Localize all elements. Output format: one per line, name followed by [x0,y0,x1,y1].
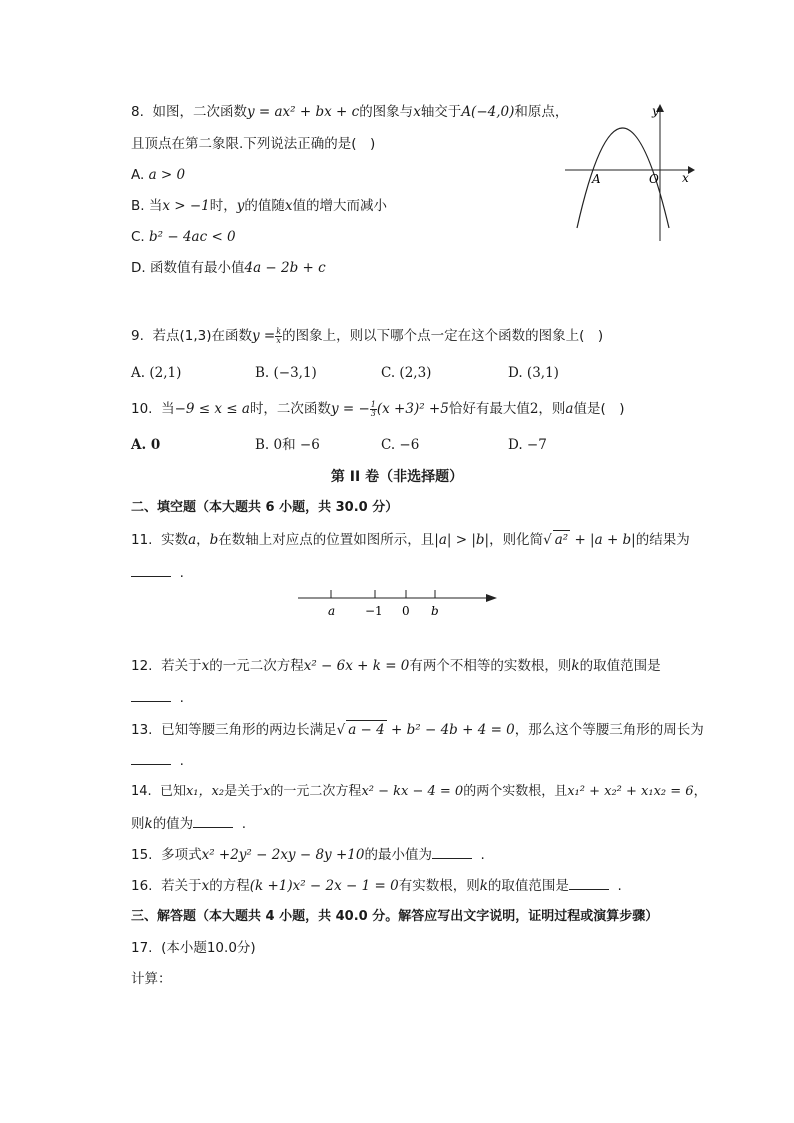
q10-a: a [565,401,574,417]
q8-number: 8. [131,104,144,120]
q8-option-c-label: C. [131,229,145,245]
q8-line2: 且顶点在第二象限.下列说法正确的是( ) [131,136,376,152]
q12-stem-part: 若关于 [161,658,202,674]
q17-header [131,939,256,957]
q9-frac-den: x [276,335,281,345]
q8-option-b-expr: x > −1 [162,198,210,214]
graph-y-label: y [652,104,659,118]
q8-option-a [131,166,185,184]
q14-line2-part: 则 [131,816,145,832]
graph-a-label: A [592,172,601,186]
q9-fn-lhs: y = [252,328,276,344]
q11-sqrt: √ a² [543,532,569,548]
q11-number-line [290,585,505,621]
label-a: a [328,604,336,618]
q13-sqrt-body: a − 4 [348,722,385,738]
q15-stem-part: 多项式 [161,847,202,863]
q12-stem [131,657,661,675]
q14-stem [131,783,707,801]
q14-condition: x₁² + x₂² + x₁x₂ = 6 [567,784,694,799]
q14-x: x [263,784,271,799]
q8-function: y = ax² + bx + c [246,104,360,120]
q13-equation-tail: + b² − 4b + 4 = 0 [386,722,515,738]
q12-equation: x² − 6x + k = 0 [303,658,410,674]
q13-stem [131,720,704,739]
q13-stem-part: 已知等腰三角形的两边长满足 [161,722,337,738]
q10-stem-part: 时，二次函数 [249,401,331,417]
q17-points: (本小题10.0分) [161,940,256,956]
q11-tail-expr: + |a + b| [570,532,636,548]
q16-period: . [617,878,622,894]
q9-option-d: D. (3,1) [508,365,559,381]
q10-stem-part: 当 [161,401,175,417]
label-0: 0 [402,604,410,618]
q12-k: k [571,658,580,674]
q16-number: 16. [131,878,153,894]
q9-number: 9. [131,328,144,344]
q11-stem-part: ，则化简 [489,532,544,548]
x-axis-arrow [688,166,695,174]
q11-stem-part: 的结果为 [635,532,690,548]
label-b: b [431,604,439,618]
q13-blank[interactable] [131,752,171,765]
q11-stem-part: 实数 [161,532,189,548]
q10-option-b: B. 0和 −6 [255,437,320,453]
q8-stem-part: 和原点， [514,104,569,120]
q11-a: a [188,532,197,548]
q17-calc: 计算： [131,971,172,987]
q11-period: . [179,565,184,581]
q11-b: b [209,532,219,548]
q16-blank[interactable] [569,877,609,890]
q8-x: x [413,104,421,120]
q14-blank[interactable] [193,815,233,828]
q15-blank[interactable] [432,846,472,859]
q10-option-c: C. −6 [381,437,420,453]
q8-stem-part: 轴交于 [420,104,462,120]
q10-max-value: 2 [529,401,539,417]
q12-number: 12. [131,658,153,674]
q14-line2-part: 的值为 [152,816,194,832]
q8-parabola-graph [560,98,700,246]
q12-stem-part: 有两个不相等的实数根，则 [409,658,572,674]
q10-frac-den: 3 [370,408,376,418]
q9-stem-part: 的图象上，则以下哪个点一定在这个函数的图象上( ) [282,328,604,344]
q11-stem-part: ， [196,532,210,548]
q8-option-a-label: A. [131,167,145,183]
q8-option-b [131,197,387,215]
q14-equation: x² − kx − 4 = 0 [361,784,464,799]
q8-option-d [131,259,326,277]
q12-answer-line [131,689,184,707]
q10-frac-num: 1 [370,399,376,409]
q10-fn-rhs: (x +3)² +5 [376,401,449,417]
q14-period: . [241,816,247,832]
q11-stem [131,530,690,549]
q8-option-c [131,228,236,246]
q14-line2 [131,815,246,833]
q10-stem-part: 恰好有最大值 [448,401,530,417]
q12-stem-part: 的取值范围是 [579,658,661,674]
q15-expression: x² +2y² − 2xy − 8y +10 [201,847,365,863]
q8-stem-part: 如图，二次函数 [152,104,247,120]
q8-option-b-x: x [284,198,293,214]
q13-number: 13. [131,722,153,738]
q9-option-a: A. (2,1) [131,365,182,381]
q8-point-a: A(−4,0) [461,104,515,120]
q9-option-c: C. (2,3) [381,365,432,381]
q10-stem-part: ，则 [538,401,566,417]
q10-range: −9 ≤ x ≤ a [174,401,250,417]
q10-stem-part: 值是( ) [573,401,625,417]
q10-option-a: A. 0 [131,437,161,453]
q8-option-b-part: 时， [209,198,237,214]
q14-roots: x₁，x₂ [185,784,225,799]
q8-option-b-y: y [236,198,245,214]
q10-option-d: D. −7 [508,437,547,453]
graph-o-label: O [649,172,659,186]
q15-stem-part: 的最小值为 [364,847,432,863]
q12-stem-part: 的一元二次方程 [209,658,304,674]
q15-stem [131,846,485,864]
q8-option-c-text: b² − 4ac < 0 [149,229,236,245]
q11-number: 11. [131,532,153,548]
q10-fn-lhs: y = − [330,401,370,417]
number-line-arrow [486,594,497,602]
q12-x: x [201,658,210,674]
q11-sqrt-body: a² [554,532,569,548]
section3-heading: 三、解答题（本大题共 4 小题，共 40.0 分。解答应写出文字说明，证明过程或演算步骤） [131,909,659,924]
q12-blank[interactable] [131,689,171,702]
q16-stem-part: 若关于 [161,878,202,894]
q8-option-b-part: 值的增大而减小 [292,198,388,214]
q16-stem-part: 的取值范围是 [487,878,569,894]
label-neg1: −1 [365,604,383,618]
q10-stem [131,400,625,418]
q14-stem-part: 是关于 [224,784,264,799]
q11-stem-part: 在数轴上对应点的位置如图所示，且 [218,532,435,548]
q14-stem-part: 的两个实数根，且 [463,784,568,799]
q8-stem-part: 的图象与 [359,104,414,120]
q14-number: 14. [131,784,152,799]
q8-option-d-text: 4a − 2b + c [244,260,326,276]
q11-blank[interactable] [131,564,171,577]
q12-period: . [179,690,184,706]
q14-stem-part: ， [693,784,707,799]
q14-stem-part: 已知 [159,784,186,799]
q17-number: 17. [131,940,153,956]
q15-period: . [480,847,485,863]
q16-k: k [479,878,488,894]
q14-stem-part: 的一元二次方程 [270,784,362,799]
q16-x: x [201,878,210,894]
q8-option-a-text: a > 0 [148,167,186,183]
q16-stem-part: 的方程 [209,878,250,894]
q8-line1 [131,103,568,121]
q9-frac-num: k [276,326,282,336]
graph-x-label: x [682,171,689,185]
section2-heading: 二、填空题（本大题共 6 小题，共 30.0 分） [131,500,399,515]
q14-k: k [144,816,153,832]
q16-equation: (k +1)x² − 2x − 1 = 0 [249,878,399,894]
q13-stem-part: ，那么这个等腰三角形的周长为 [514,722,704,738]
q10-number: 10. [131,401,153,417]
q8-option-b-label: B. 当 [131,198,163,214]
q13-answer-line [131,752,184,770]
q11-answer-line [131,564,184,582]
q15-number: 15. [131,847,153,863]
q9-stem [131,327,603,345]
q9-stem-part: 若点(1,3)在函数 [152,328,252,344]
q16-stem [131,877,622,895]
q10-fraction [370,401,377,418]
q8-option-d-label: D. 函数值有最小值 [131,260,245,276]
q13-period: . [179,753,184,769]
q9-option-b: B. (−3,1) [255,365,317,381]
q13-sqrt: √ a − 4 [336,722,385,738]
q11-condition: |a| > |b| [434,532,490,548]
q8-option-b-part: 的值随 [244,198,285,214]
section2-title: 第 II 卷（非选择题） [330,469,464,485]
q16-stem-part: 有实数根，则 [398,878,480,894]
